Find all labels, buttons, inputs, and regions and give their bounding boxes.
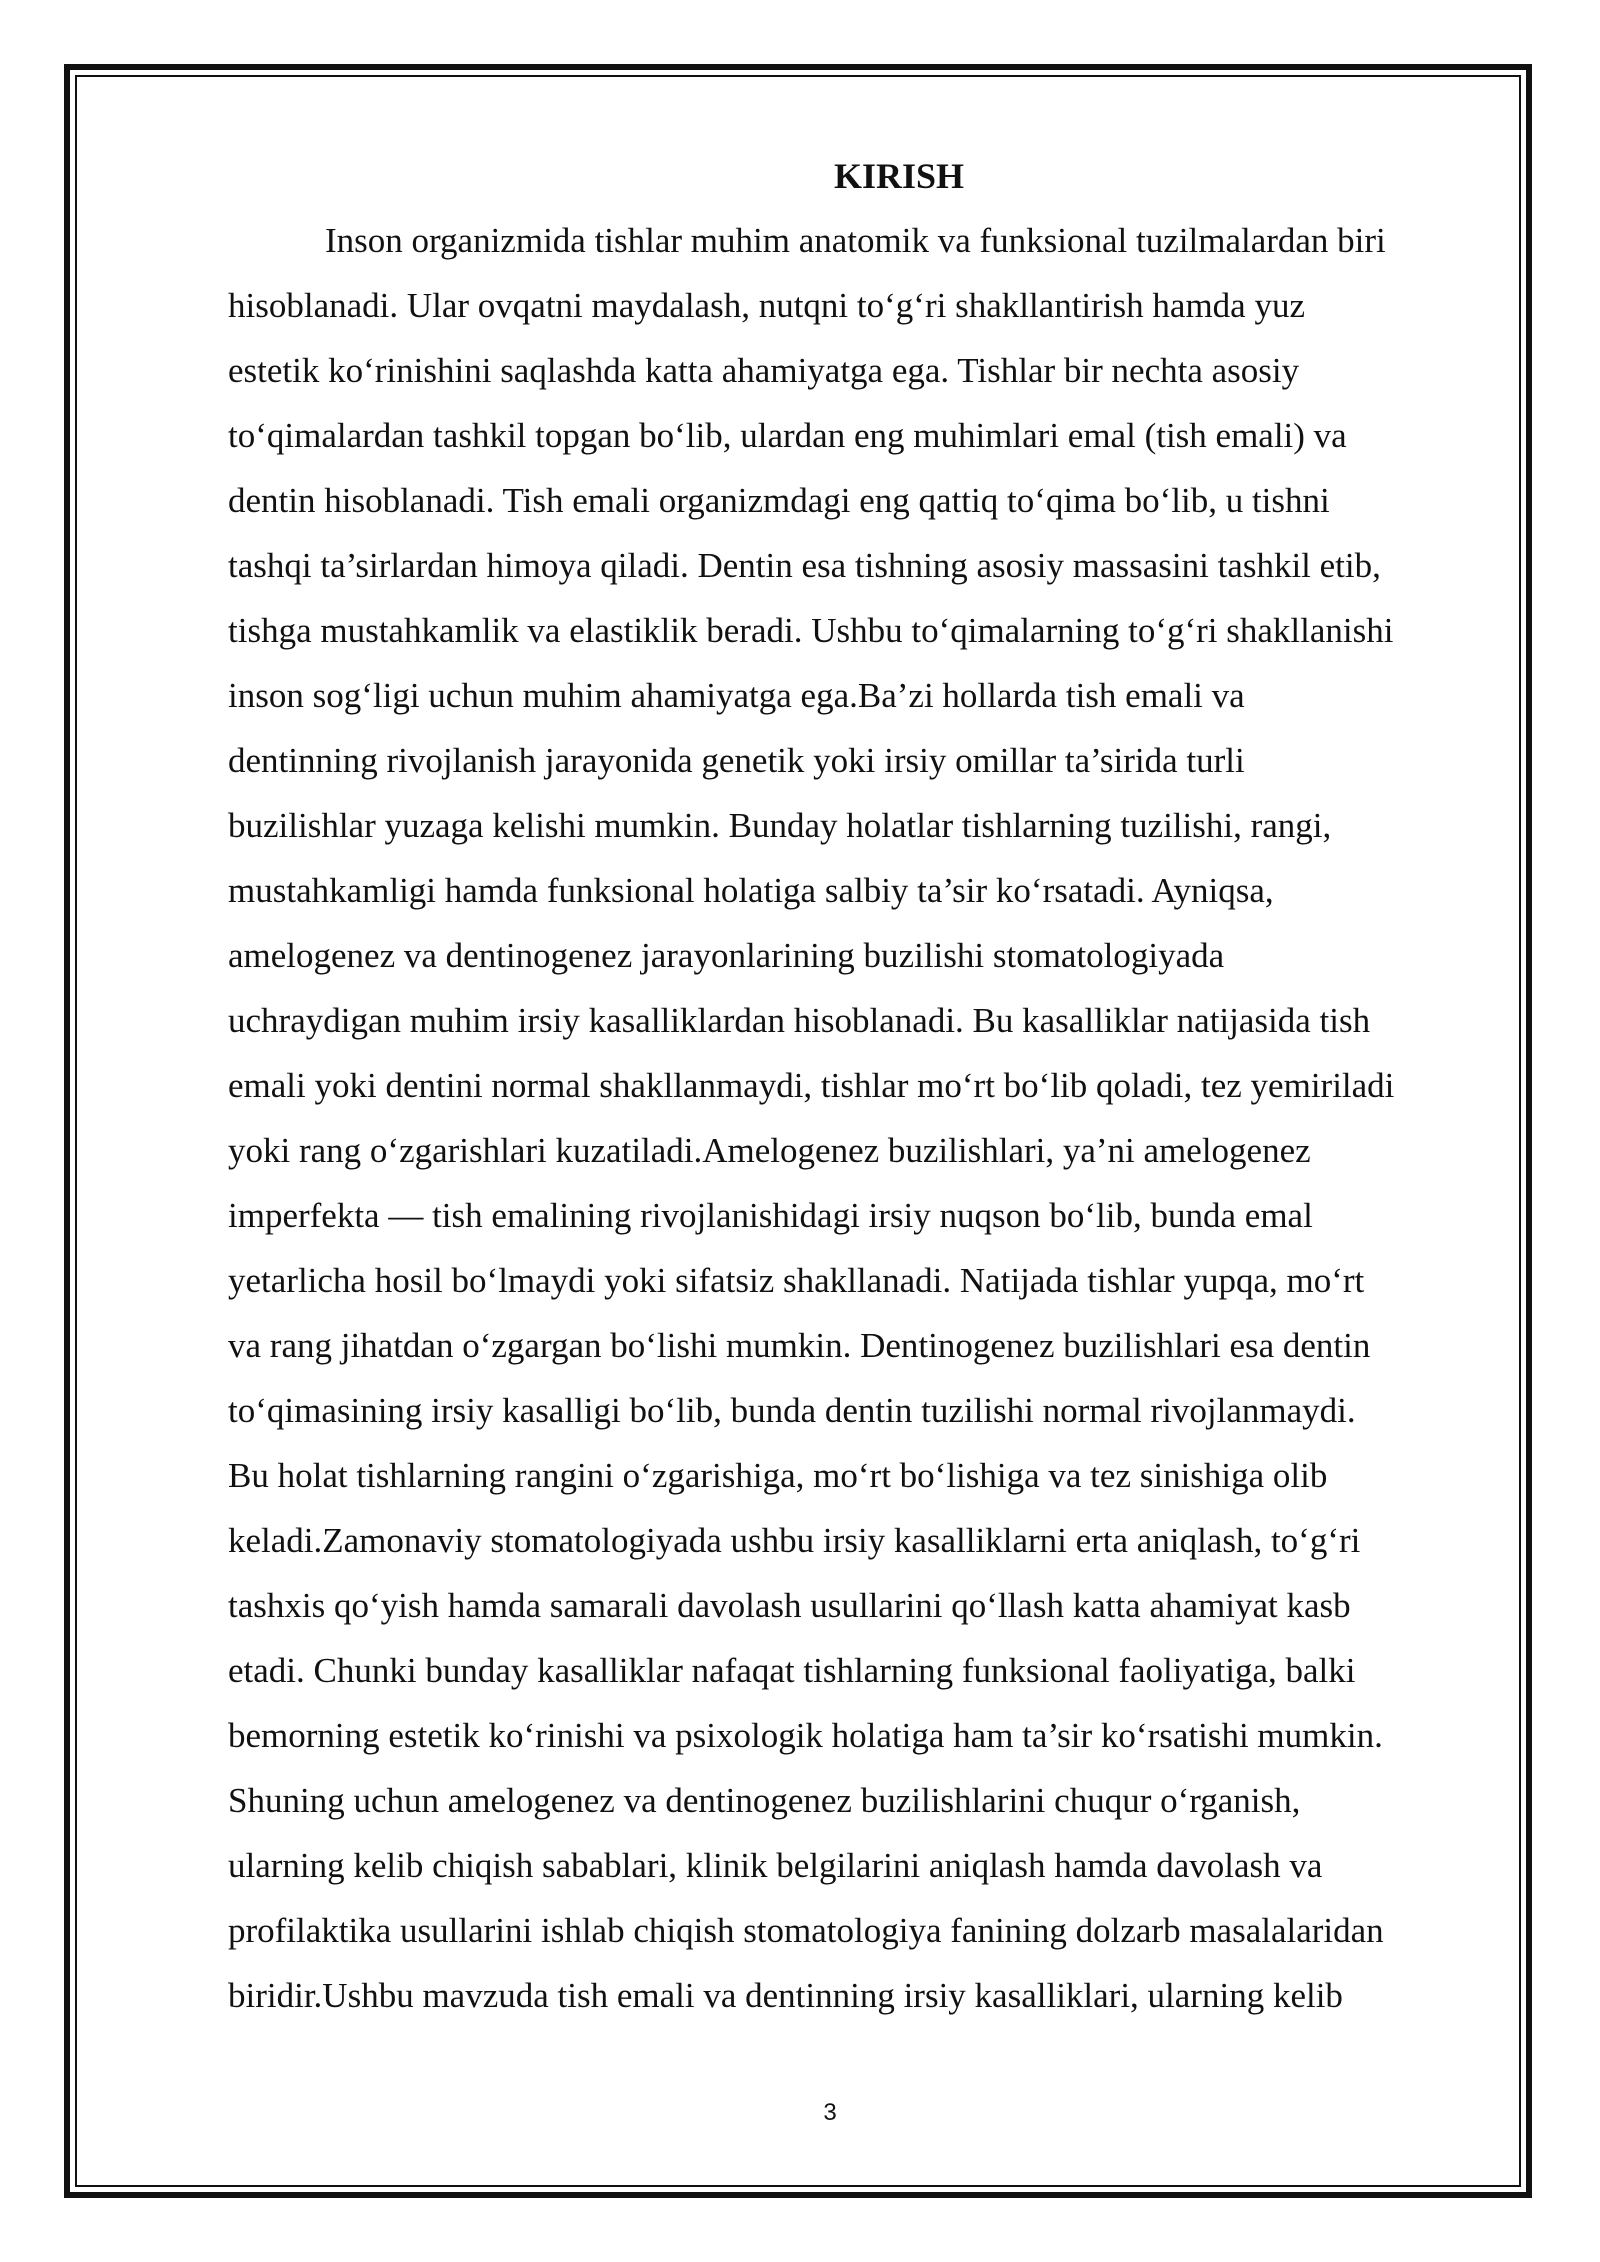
text-line: ularning kelib chiqish sabablari, klinik belgilarini aniqlash hamda davolash va (228, 1846, 1323, 1885)
text-line: buzilishlar yuzaga kelishi mumkin. Bunday holatlar tishlarning tuzilishi, rangi, (228, 806, 1332, 845)
text-line: bemorning estetik ko‘rinishi va psixologik holatiga ham ta’sir ko‘rsatishi mumkin. (228, 1716, 1383, 1755)
text-line: mustahkamligi hamda funksional holatiga salbiy ta’sir ko‘rsatadi. Ayniqsa, (228, 871, 1274, 910)
page-number: 3 (823, 2099, 837, 2126)
text-line: tashxis qo‘yish hamda samarali davolash usullarini qo‘llash katta ahamiyat kasb (228, 1586, 1351, 1625)
text-line: inson sog‘ligi uchun muhim ahamiyatga ega.Ba’zi hollarda tish emali va (228, 676, 1245, 715)
text-line: tashqi ta’sirlardan himoya qiladi. Dentin esa tishning asosiy massasini tashkil etib, (228, 546, 1381, 585)
text-line: Inson organizmida tishlar muhim anatomik va funksional tuzilmalardan biri (325, 221, 1386, 260)
text-line: emali yoki dentini normal shakllanmaydi, tishlar mo‘rt bo‘lib qoladi, tez yemiriladi (228, 1066, 1395, 1105)
text-line: hisoblanadi. Ular ovqatni maydalash, nutqni to‘g‘ri shakllantirish hamda yuz (228, 286, 1305, 325)
text-line: dentinning rivojlanish jarayonida genetik yoki irsiy omillar ta’sirida turli (228, 741, 1245, 780)
text-line: estetik ko‘rinishini saqlashda katta ahamiyatga ega. Tishlar bir nechta asosiy (228, 351, 1300, 390)
text-line: to‘qimalardan tashkil topgan bo‘lib, ulardan eng muhimlari emal (tish emali) va (228, 416, 1347, 455)
text-line: yetarlicha hosil bo‘lmaydi yoki sifatsiz shakllanadi. Natijada tishlar yupqa, mo‘rt (228, 1261, 1365, 1300)
text-line: uchraydigan muhim irsiy kasalliklardan hisoblanadi. Bu kasalliklar natijasida tish (228, 1001, 1371, 1040)
text-line: imperfekta — tish emalining rivojlanishidagi irsiy nuqson bo‘lib, bunda emal (228, 1196, 1313, 1235)
text-line: to‘qimasining irsiy kasalligi bo‘lib, bunda dentin tuzilishi normal rivojlanmaydi. (228, 1391, 1356, 1430)
text-line: tishga mustahkamlik va elastiklik beradi. Ushbu to‘qimalarning to‘g‘ri shakllanishi (228, 611, 1394, 650)
text-line: va rang jihatdan o‘zgargan bo‘lishi mumkin. Dentinogenez buzilishlari esa dentin (228, 1326, 1371, 1365)
text-line: biridir.Ushbu mavzuda tish emali va dentinning irsiy kasalliklari, ularning kelib (228, 1976, 1343, 2015)
page-content (228, 150, 1490, 2028)
text-line: profilaktika usullarini ishlab chiqish stomatologiya fanining dolzarb masalalaridan (228, 1911, 1384, 1950)
text-line: yoki rang o‘zgarishlari kuzatiladi.Amelogenez buzilishlari, ya’ni amelogenez (228, 1131, 1311, 1170)
text-line: Bu holat tishlarning rangini o‘zgarishiga, mo‘rt bo‘lishiga va tez sinishiga olib (228, 1456, 1328, 1495)
text-line: dentin hisoblanadi. Tish emali organizmdagi eng qattiq to‘qima bo‘lib, u tishni (228, 481, 1330, 520)
text-line: keladi.Zamonaviy stomatologiyada ushbu irsiy kasalliklarni erta aniqlash, to‘g‘ri (228, 1521, 1361, 1560)
text-line: etadi. Chunki bunday kasalliklar nafaqat tishlarning funksional faoliyatiga, balki (228, 1651, 1356, 1690)
text-line: amelogenez va dentinogenez jarayonlarining buzilishi stomatologiyada (228, 936, 1225, 975)
body-paragraph (228, 208, 1490, 2028)
text-line: Shuning uchun amelogenez va dentinogenez buzilishlarini chuqur o‘rganish, (228, 1781, 1301, 1820)
document-title: KIRISH (833, 156, 965, 196)
